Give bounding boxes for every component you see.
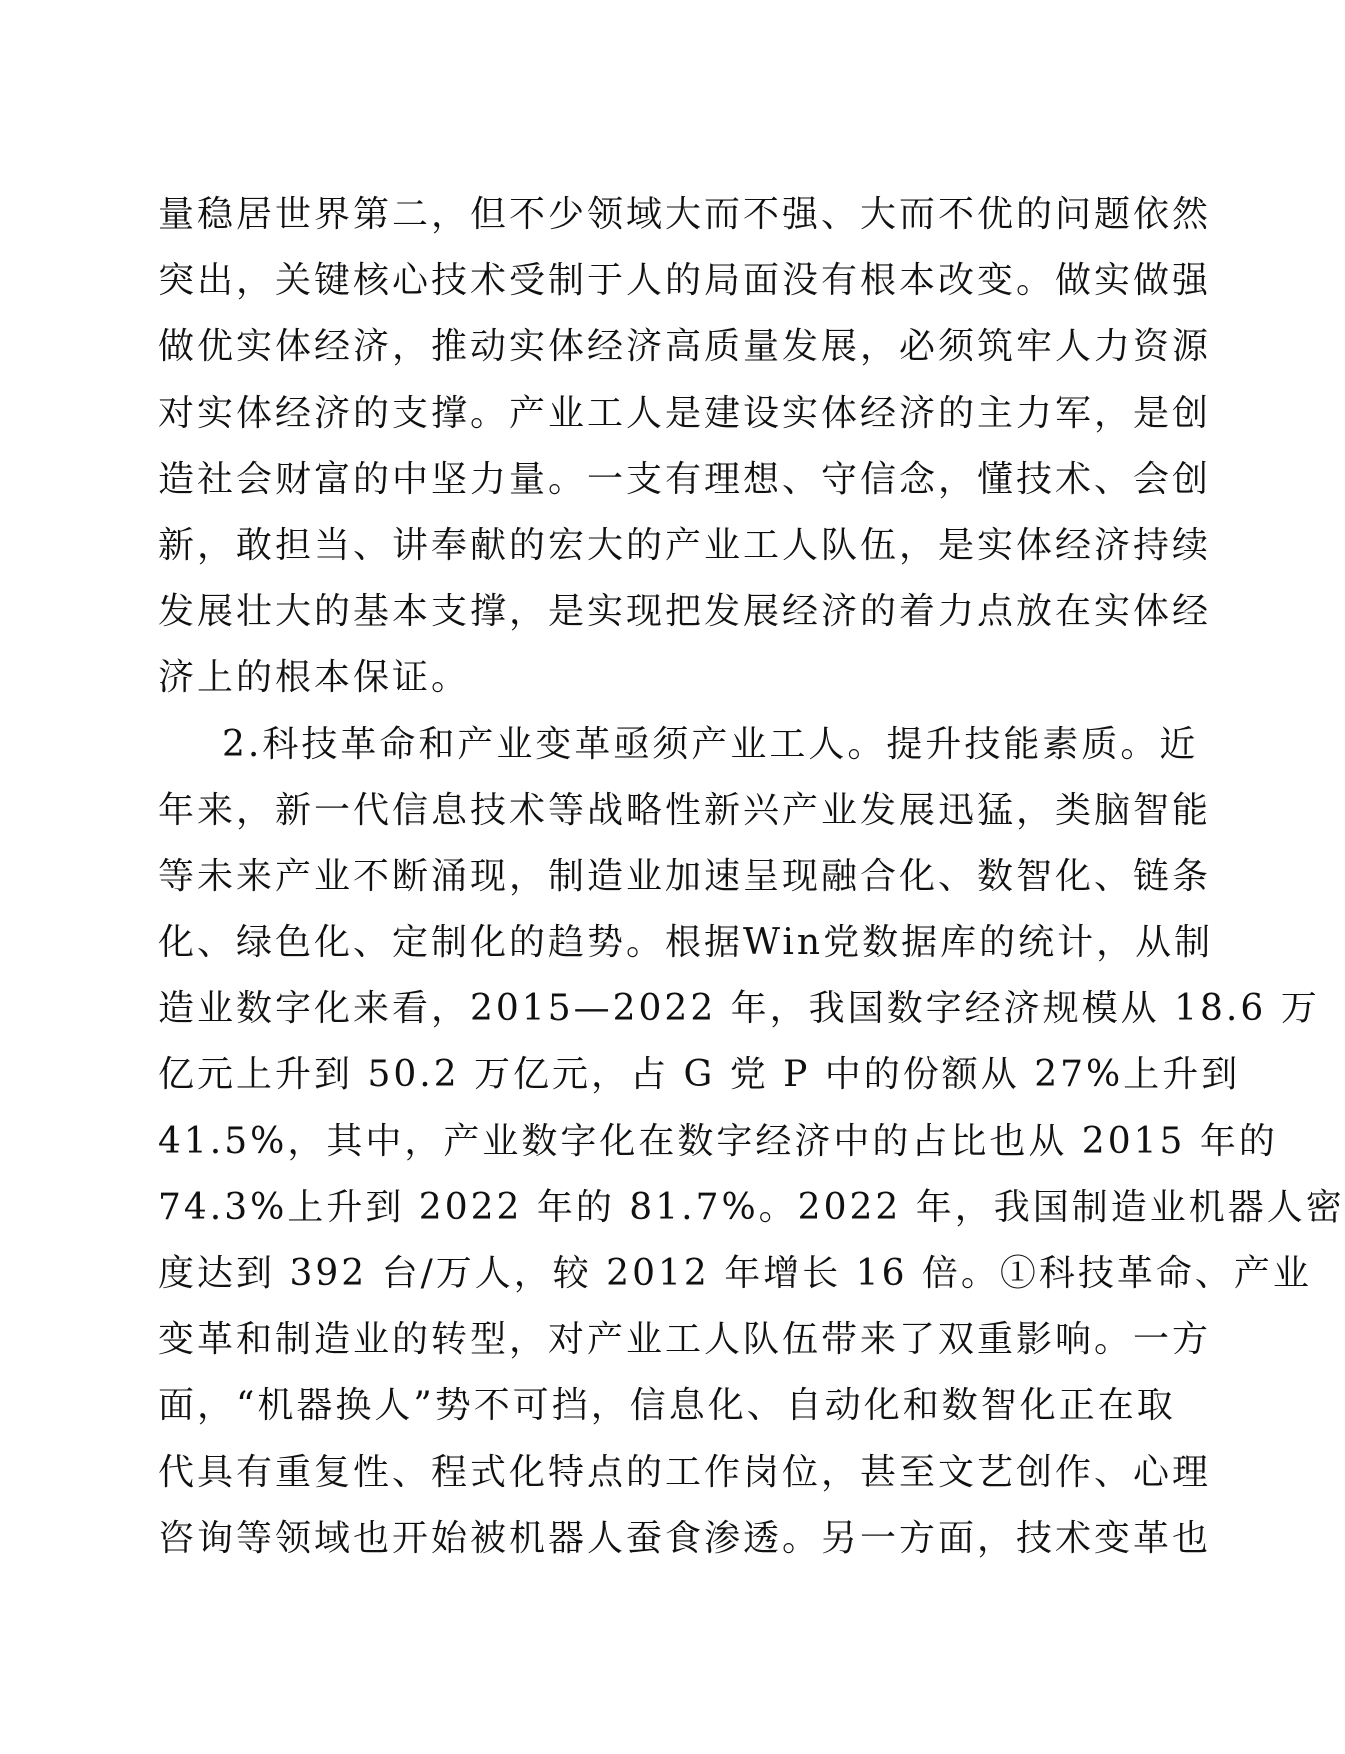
text-line: 咨询等领域也开始被机器人蚕食渗透。另一方面，技术变革也 — [158, 1517, 1212, 1559]
text-line: 造社会财富的中坚力量。一支有理想、守信念，懂技术、会创 — [158, 458, 1212, 500]
text-line: 新，敢担当、讲奉献的宏大的产业工人队伍，是实体经济持续 — [158, 524, 1212, 566]
text-line: 量稳居世界第二，但不少领域大而不强、大而不优的问题依然 — [158, 194, 1212, 235]
body-text — [158, 182, 1345, 1572]
text-line: 41.5%，其中，产业数字化在数字经济中的占比也从 2015 年的 — [158, 1120, 1278, 1162]
text-line: 突出，关键核心技术受制于人的局面没有根本改变。做实做强 — [158, 260, 1212, 302]
paragraph-heading-line: 2.科技革命和产业变革亟须产业工人。提升技能素质。近 — [222, 723, 1199, 765]
text-line: 面，“机器换人”势不可挡，信息化、自动化和数智化正在取 — [158, 1385, 1176, 1427]
text-line: 度达到 392 台/万人，较 2012 年增长 16 倍。①科技革命、产业 — [158, 1253, 1312, 1294]
text-line: 74.3%上升到 2022 年的 81.7%。2022 年，我国制造业机器人密 — [158, 1186, 1345, 1228]
text-line: 代具有重复性、程式化特点的工作岗位，甚至文艺创作、心理 — [158, 1451, 1212, 1493]
text-line: 变革和制造业的转型，对产业工人队伍带来了双重影响。一方 — [158, 1319, 1212, 1361]
text-line: 亿元上升到 50.2 万亿元，占 G 党 P 中的份额从 27%上升到 — [158, 1054, 1241, 1096]
text-line: 等未来产业不断涌现，制造业加速呈现融合化、数智化、链条 — [158, 855, 1212, 897]
text-line: 化、绿色化、定制化的趋势。根据Win党数据库的统计，从制 — [158, 922, 1214, 964]
text-line: 做优实体经济，推动实体经济高质量发展，必须筑牢人力资源 — [158, 326, 1212, 368]
text-line: 发展壮大的基本支撑，是实现把发展经济的着力点放在实体经 — [158, 591, 1212, 633]
text-line: 年来，新一代信息技术等战略性新兴产业发展迅猛，类脑智能 — [158, 789, 1212, 831]
text-line: 对实体经济的支撑。产业工人是建设实体经济的主力军，是创 — [158, 392, 1212, 434]
text-line: 造业数字化来看，2015—2022 年，我国数字经济规模从 18.6 万 — [158, 988, 1320, 1030]
paragraph-end-line: 济上的根本保证。 — [158, 657, 471, 699]
